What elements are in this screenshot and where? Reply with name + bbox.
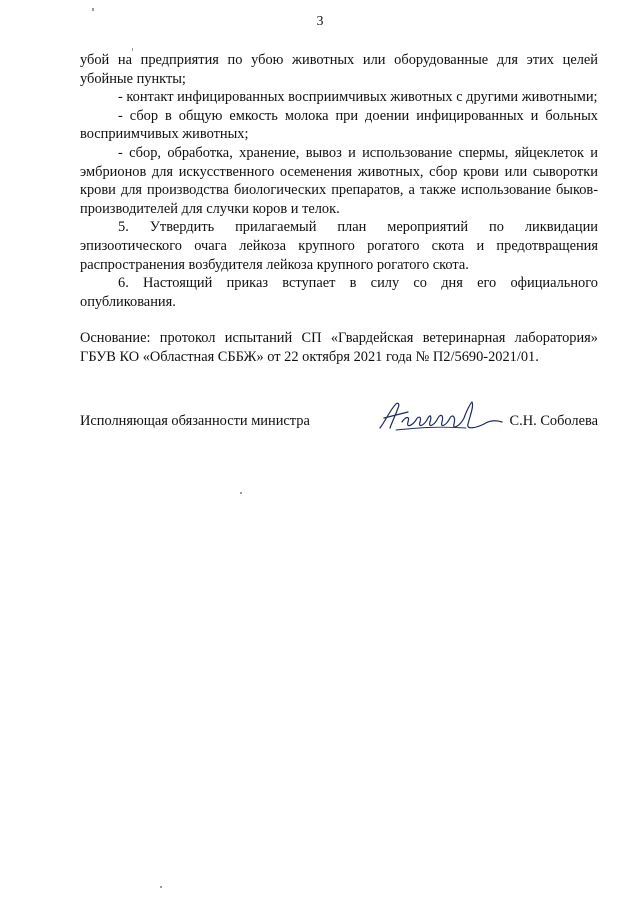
scan-speck [92, 8, 94, 11]
paragraph-slaughter: убой на предприятия по убою животных или оборудованные для этих целей убойные пункты; [80, 52, 598, 87]
handwritten-signature [376, 398, 506, 438]
scan-speck [160, 886, 162, 888]
document-body [80, 51, 598, 367]
paragraph-item-5: 5. Утвердить прилагаемый план мероприятий по ликвидации эпизоотического очага лейкоза крупного рогатого скота и предотвращения распространения возбудителя лейкоза крупного рогатого скота. [80, 219, 598, 273]
scan-speck [132, 48, 133, 51]
signer-name: С.Н. Соболева [509, 413, 598, 429]
paragraph-sperm: - сбор, обработка, хранение, вывоз и использование спермы, яйцеклеток и эмбрионов для искусственного осеменения животных, сбор крови или сыворотки крови для производства биологических препаратов, а также использование быков-производителей для случки коров и телок. [80, 144, 598, 217]
page-number: 3 [316, 14, 324, 29]
paragraph-item-6: 6. Настоящий приказ вступает в силу со дня его официального опубликования. [80, 275, 598, 310]
paragraph-milk: - сбор в общую емкость молока при доении инфицированных и больных восприимчивых животных; [80, 107, 598, 143]
scan-speck [240, 492, 242, 494]
signer-title: Исполняющая обязанности министра [80, 413, 310, 429]
signature-block [80, 398, 598, 438]
paragraph-contact: - контакт инфицированных восприимчивых животных с другими животными; [118, 89, 598, 106]
basis-paragraph: Основание: протокол испытаний СП «Гвардейская ветеринарная лаборатория» ГБУВ КО «Областная СББЖ» от 22 октября 2021 года № П2/5690-2021/01. [80, 330, 598, 365]
